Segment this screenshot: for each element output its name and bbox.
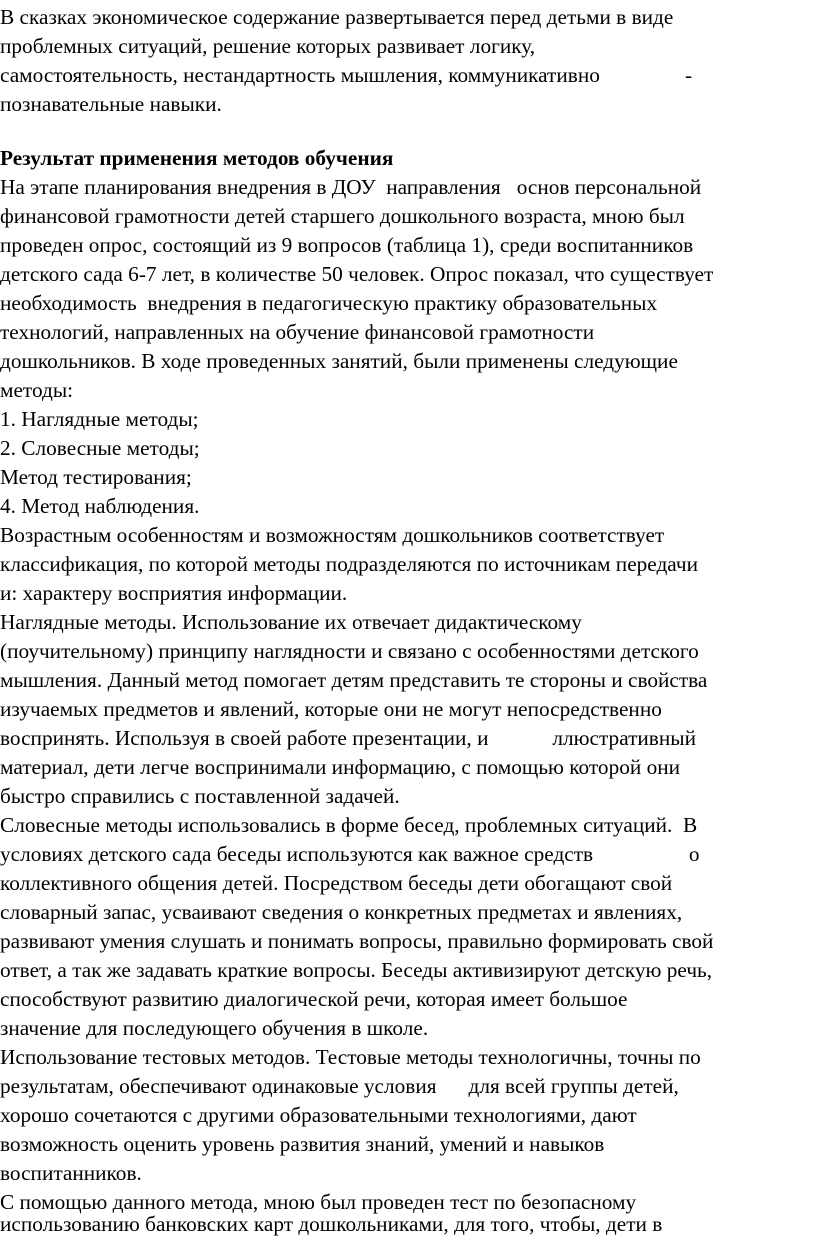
paragraph-line-7: финансовой грамотности детей старшего дошкольного возраста, мною был — [0, 204, 685, 228]
paragraph-line-34: способствуют развитию диалогической речи, которая имеет большое — [0, 987, 628, 1011]
paragraph-line-11: технологий, направленных на обучение финансовой грамотности — [0, 320, 595, 344]
paragraph-line-23: мышления. Данный метод помогает детям представить те стороны и свойства — [0, 668, 708, 692]
paragraph-line-32: развивают умения слушать и понимать вопросы, правильно формировать свой — [0, 929, 714, 953]
list-item-4: 4. Метод наблюдения. — [0, 494, 200, 518]
paragraph-line-38: хорошо сочетаются с другими образовательными технологиями, дают — [0, 1103, 637, 1127]
paragraph-line-41: С помощью данного метода, мною был проведен тест по безопасному — [0, 1190, 637, 1214]
paragraph-line-22: (поучительному) принципу наглядности и связано с особенностями детского — [0, 639, 699, 663]
section-heading: Результат применения методов обучения — [0, 146, 394, 170]
paragraph-line-9: детского сада 6-7 лет, в количестве 50 человек. Опрос показал, что существует — [0, 262, 714, 286]
paragraph-line-37: результатам, обеспечивают одинаковые условия для всей группы детей, — [0, 1074, 679, 1098]
paragraph-line-4: познавательные навыки. — [0, 92, 222, 116]
paragraph-line-6: На этапе планирования внедрения в ДОУ направления основ персональной — [0, 175, 702, 199]
paragraph-line-31: словарный запас, усваивают сведения о конкретных предметах и явлениях, — [0, 900, 683, 924]
paragraph-line-39: возможность оценить уровень развития знаний, умений и навыков — [0, 1132, 605, 1156]
paragraph-line-1: В сказках экономическое содержание развертывается перед детьми в виде — [0, 5, 674, 29]
paragraph-line-42: использованию банковских карт дошкольниками, для того, чтобы, дети в — [0, 1212, 663, 1236]
paragraph-line-8: проведен опрос, состоящий из 9 вопросов (таблица 1), среди воспитанников — [0, 233, 694, 257]
paragraph-line-33: ответ, а так же задавать краткие вопросы. Беседы активизируют детскую речь, — [0, 958, 713, 982]
paragraph-line-12: дошкольников. В ходе проведенных занятий, были применены следующие — [0, 349, 678, 373]
paragraph-line-21: Наглядные методы. Использование их отвечает дидактическому — [0, 610, 582, 634]
paragraph-line-28: Словесные методы использовались в форме бесед, проблемных ситуаций. В — [0, 813, 698, 837]
paragraph-line-36: Использование тестовых методов. Тестовые методы технологичны, точны по — [0, 1045, 701, 1069]
paragraph-line-20: и: характеру восприятия информации. — [0, 581, 348, 605]
paragraph-line-27: быстро справились с поставленной задачей. — [0, 784, 400, 808]
paragraph-line-25: воспринять. Используя в своей работе презентации, и ллюстративный — [0, 726, 696, 750]
paragraph-line-26: материал, дети легче воспринимали информацию, с помощью которой они — [0, 755, 681, 779]
paragraph-line-3: самостоятельность, нестандартность мышления, коммуникативно - — [0, 63, 693, 87]
list-item-2: 2. Словесные методы; — [0, 436, 200, 460]
paragraph-line-2: проблемных ситуаций, решение которых развивает логику, — [0, 34, 536, 58]
paragraph-line-30: коллективного общения детей. Посредством беседы дети обогащают свой — [0, 871, 673, 895]
paragraph-line-24: изучаемых предметов и явлений, которые они не могут непосредственно — [0, 697, 662, 721]
paragraph-line-29: условиях детского сада беседы используются как важное средств о — [0, 842, 700, 866]
paragraph-line-10: необходимость внедрения в педагогическую практику образовательных — [0, 291, 658, 315]
list-item-1: 1. Наглядные методы; — [0, 407, 199, 431]
paragraph-line-35: значение для последующего обучения в школе. — [0, 1016, 429, 1040]
list-item-3: Метод тестирования; — [0, 465, 192, 489]
paragraph-line-18: Возрастным особенностям и возможностям дошкольников соответствует — [0, 523, 665, 547]
paragraph-line-19: классификация, по которой методы подразделяются по источникам передачи — [0, 552, 699, 576]
paragraph-line-13: методы: — [0, 378, 74, 402]
paragraph-line-40: воспитанников. — [0, 1161, 142, 1185]
